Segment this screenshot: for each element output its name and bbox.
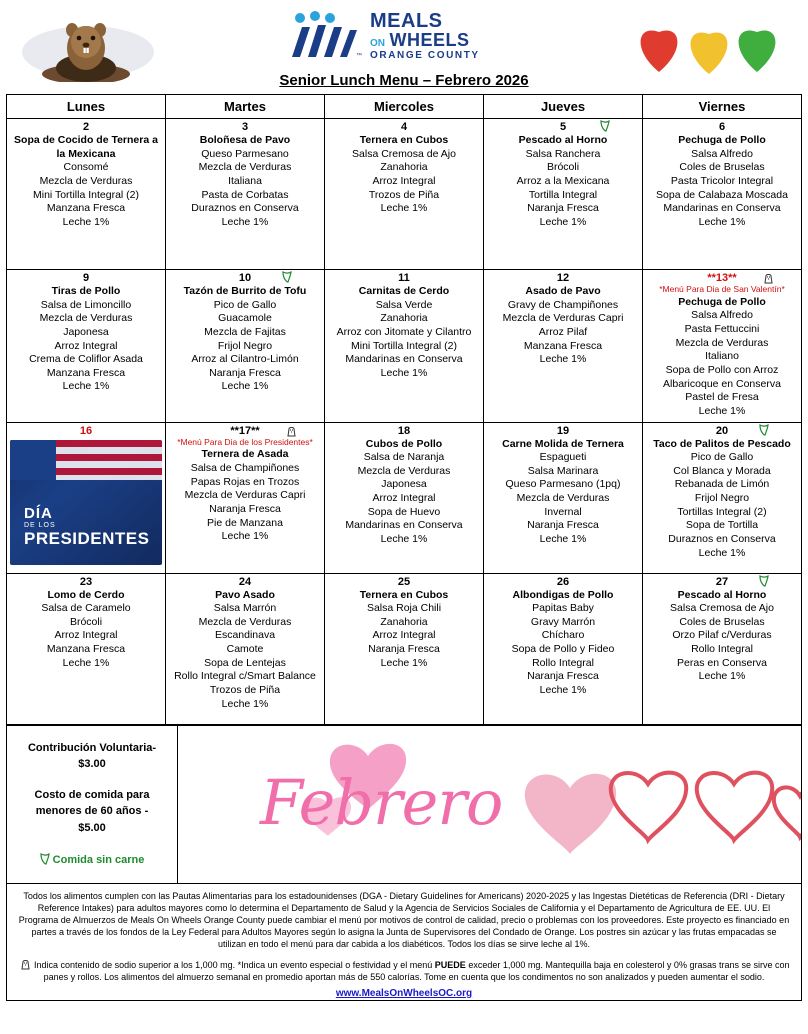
contribution-value: $3.00 bbox=[78, 758, 106, 771]
meal-item: Japonesa bbox=[63, 325, 109, 338]
disclaimer2-pre: Indica contenido de sodio superior a los 1,000 mg. *Indica un evento especial o festividad y el menú bbox=[34, 960, 435, 971]
logo-line-meals: MEALS bbox=[370, 10, 443, 33]
day-number: 24 bbox=[238, 575, 252, 588]
week-row bbox=[7, 573, 802, 724]
meal-item: Leche 1% bbox=[698, 546, 746, 559]
logo-line-on: ON WHEELS bbox=[370, 30, 470, 51]
meal-item: Sopa de Pollo y Fideo bbox=[511, 643, 615, 656]
day-cell-16[interactable] bbox=[7, 422, 166, 573]
meal-entree: Pescado al Horno bbox=[518, 134, 608, 146]
meal-item: Coles de Bruselas bbox=[679, 161, 765, 174]
meal-entree: Ternera en Cubos bbox=[359, 588, 449, 601]
meal-list bbox=[166, 448, 324, 546]
weekday-miercoles: Miercoles bbox=[325, 95, 484, 119]
salt-shaker-icon bbox=[285, 425, 298, 437]
day-cell-19[interactable] bbox=[484, 422, 643, 573]
veg-marker bbox=[282, 271, 292, 284]
meal-item: Col Blanca y Morada bbox=[673, 464, 771, 477]
day-number: 12 bbox=[556, 272, 570, 284]
meal-item: Salsa Cremosa de Ajo bbox=[352, 147, 456, 160]
meal-list bbox=[643, 589, 801, 687]
meal-item: Salsa Ranchera bbox=[525, 147, 601, 160]
meal-item: Mandarinas en Conserva bbox=[345, 519, 463, 532]
meal-entree: Pavo Asado bbox=[215, 588, 275, 601]
day-cell-13[interactable] bbox=[643, 270, 802, 423]
cost-label: Costo de comida para menores de 60 años - bbox=[34, 788, 150, 818]
weekday-viernes: Viernes bbox=[643, 95, 802, 119]
meal-item: Gravy Marrón bbox=[530, 615, 596, 628]
meal-item: Orzo Pilaf c/Verduras bbox=[672, 629, 772, 642]
meal-item: Salsa Cremosa de Ajo bbox=[670, 602, 774, 615]
meal-item: Leche 1% bbox=[539, 215, 587, 228]
svg-text:™: ™ bbox=[356, 53, 362, 59]
meal-item: Arroz Integral bbox=[54, 629, 118, 642]
meal-list bbox=[484, 589, 642, 701]
meal-item: Leche 1% bbox=[698, 215, 746, 228]
meal-item: Salsa Marinara bbox=[527, 464, 599, 477]
meal-item: Peras en Conserva bbox=[677, 656, 767, 669]
meal-item: Brócoli bbox=[69, 615, 103, 628]
meal-entree: Albondigas de Pollo bbox=[512, 588, 614, 601]
day-cell-5[interactable] bbox=[484, 119, 643, 270]
hearts-decoration bbox=[634, 14, 784, 76]
meal-item: Queso Parmesano bbox=[201, 147, 289, 160]
meal-item: Mezcla de Verduras bbox=[516, 492, 610, 505]
meal-item: Pico de Gallo bbox=[213, 298, 277, 311]
week-row bbox=[7, 422, 802, 573]
meal-item: Invernal bbox=[544, 505, 582, 518]
meal-entree: Tiras de Pollo bbox=[51, 285, 121, 297]
menu-calendar bbox=[6, 94, 802, 725]
salt-shaker-icon bbox=[762, 272, 775, 284]
day-cell-10[interactable] bbox=[166, 270, 325, 423]
contribution-label: Contribución Voluntaria- bbox=[27, 741, 157, 754]
febrero-banner-cell bbox=[178, 725, 802, 883]
meal-item: Mezcla de Fajitas bbox=[204, 325, 286, 338]
meal-item: Naranja Fresca bbox=[527, 519, 599, 532]
day-number: 18 bbox=[397, 424, 411, 437]
leaf-icon bbox=[759, 424, 769, 436]
day-cell-6[interactable] bbox=[643, 119, 802, 270]
meal-list bbox=[325, 285, 483, 383]
leaf-icon bbox=[40, 853, 50, 865]
meal-entree: Pechuga de Pollo bbox=[678, 295, 766, 308]
meal-item: Manzana Fresca bbox=[46, 202, 126, 215]
disclaimer-cell bbox=[7, 883, 802, 1000]
meal-item: Leche 1% bbox=[698, 404, 746, 417]
meal-item: Salsa Alfredo bbox=[691, 147, 753, 160]
meal-item: Papas Rojas en Trozos bbox=[190, 475, 300, 488]
day-number: 3 bbox=[241, 121, 249, 133]
month-word: Febrero bbox=[260, 765, 503, 839]
weekday-martes: Martes bbox=[166, 95, 325, 119]
meal-item: Manzana Fresca bbox=[523, 339, 603, 352]
meal-item: Salsa Roja Chili bbox=[366, 602, 442, 615]
meal-list bbox=[325, 589, 483, 674]
meal-item: Naranja Fresca bbox=[368, 643, 440, 656]
meal-item: Mandarinas en Conserva bbox=[663, 202, 781, 215]
day-number: 27 bbox=[643, 574, 801, 589]
day-number: 16 bbox=[79, 424, 93, 437]
meal-item: Naranja Fresca bbox=[527, 670, 599, 683]
meal-entree: Asado de Pavo bbox=[525, 285, 601, 297]
meal-item: Gravy de Champiñones bbox=[507, 298, 619, 311]
logo-mark-icon bbox=[288, 11, 362, 61]
meal-list bbox=[325, 134, 483, 219]
meal-item: Papitas Baby bbox=[532, 602, 594, 615]
meal-item: Pasta Tricolor Integral bbox=[670, 174, 774, 187]
meal-item: Albaricoque en Conserva bbox=[663, 377, 781, 390]
meal-item: Naranja Fresca bbox=[209, 366, 281, 379]
day-cell-20[interactable] bbox=[643, 422, 802, 573]
leaf-icon bbox=[600, 120, 610, 132]
meal-entree: Carnitas de Cerdo bbox=[358, 285, 450, 297]
meal-item: Mezcla de Verduras bbox=[198, 615, 292, 628]
meal-item: Salsa de Champiñones bbox=[190, 461, 300, 474]
meal-item: Rollo Integral bbox=[532, 656, 594, 669]
meal-list bbox=[484, 285, 642, 370]
meal-item: Arroz Integral bbox=[372, 629, 436, 642]
meal-item: Leche 1% bbox=[539, 533, 587, 546]
meal-item: Chícharo bbox=[541, 629, 585, 642]
day-number: 2 bbox=[82, 121, 90, 133]
veg-legend bbox=[13, 852, 171, 869]
meal-item: Mezcla de Verduras bbox=[675, 336, 769, 349]
meal-item: Salsa Verde bbox=[375, 298, 433, 311]
meal-entree: Ternera en Cubos bbox=[359, 134, 449, 146]
meal-item: Leche 1% bbox=[221, 697, 269, 710]
meal-item: Pasta de Corbatas bbox=[201, 188, 289, 201]
meal-item: Leche 1% bbox=[380, 202, 428, 215]
day-number: 19 bbox=[556, 424, 570, 437]
logo-wordmark bbox=[370, 11, 480, 61]
meal-list bbox=[325, 438, 483, 550]
meal-item: Zanahoria bbox=[380, 161, 428, 174]
day-cell-4[interactable] bbox=[325, 119, 484, 270]
meal-list bbox=[643, 134, 801, 232]
meal-list bbox=[166, 589, 324, 715]
meal-item: Sopa de Pollo con Arroz bbox=[665, 363, 779, 376]
meal-item: Escandinava bbox=[214, 629, 276, 642]
meal-entree: Pechuga de Pollo bbox=[678, 134, 766, 146]
meal-list bbox=[7, 285, 165, 397]
meal-item: Mezcla de Verduras bbox=[39, 174, 133, 187]
meal-item: Mini Tortilla Integral (2) bbox=[350, 339, 457, 352]
logo-line-county: ORANGE COUNTY bbox=[370, 49, 480, 61]
meal-list bbox=[643, 438, 801, 564]
meal-list bbox=[166, 134, 324, 232]
meal-item: Mezcla de Verduras bbox=[357, 464, 451, 477]
meal-entree: Boloñesa de Pavo bbox=[199, 134, 291, 146]
meal-item: Duraznos en Conserva bbox=[668, 533, 776, 546]
meal-item: Pie de Manzana bbox=[207, 516, 283, 529]
day-cell-23[interactable] bbox=[7, 573, 166, 724]
weekday-jueves: Jueves bbox=[484, 95, 643, 119]
day-number: 6 bbox=[718, 121, 726, 133]
meal-item: Zanahoria bbox=[380, 615, 428, 628]
meal-item: Leche 1% bbox=[698, 670, 746, 683]
meal-item: Trozos de Piña bbox=[368, 188, 440, 201]
meal-list bbox=[7, 134, 165, 232]
page-header bbox=[6, 4, 802, 90]
veg-marker bbox=[600, 120, 610, 133]
meal-item: Crema de Coliflor Asada bbox=[29, 353, 143, 366]
meal-item: Coles de Bruselas bbox=[679, 615, 765, 628]
meal-list bbox=[7, 589, 165, 674]
contribution-cell bbox=[7, 725, 178, 883]
sodium-marker bbox=[285, 425, 298, 438]
meal-item: Leche 1% bbox=[221, 380, 269, 393]
meal-item: Sopa de Lentejas bbox=[204, 656, 286, 669]
day-cell-27[interactable] bbox=[643, 573, 802, 724]
meal-item: Arroz con Jitomate y Cilantro bbox=[336, 325, 472, 338]
meal-item: Arroz a la Mexicana bbox=[516, 174, 610, 187]
day-cell-18[interactable] bbox=[325, 422, 484, 573]
day-number: 10 bbox=[166, 270, 324, 285]
leaf-icon bbox=[759, 575, 769, 587]
meal-item: Frijol Negro bbox=[217, 339, 273, 352]
meal-item: Leche 1% bbox=[380, 656, 428, 669]
meal-item: Italiano bbox=[705, 350, 739, 363]
day-number: 4 bbox=[400, 121, 408, 133]
meal-item: Leche 1% bbox=[221, 215, 269, 228]
day-cell-3[interactable] bbox=[166, 119, 325, 270]
meal-item: Manzana Fresca bbox=[46, 643, 126, 656]
sodium-marker bbox=[762, 272, 775, 285]
meal-item: Sopa de Calabaza Moscada bbox=[656, 188, 788, 201]
day-number: **13** bbox=[643, 270, 801, 285]
meal-entree: Cubos de Pollo bbox=[365, 437, 443, 450]
meal-item: Leche 1% bbox=[380, 533, 428, 546]
day-cell-26[interactable] bbox=[484, 573, 643, 724]
meal-item: Duraznos en Conserva bbox=[191, 202, 299, 215]
meal-item: Japonesa bbox=[381, 478, 427, 491]
cost-value: $5.00 bbox=[78, 821, 106, 834]
meal-item: Leche 1% bbox=[62, 215, 110, 228]
meal-item: Italiana bbox=[228, 174, 262, 187]
meal-item: Arroz Integral bbox=[372, 174, 436, 187]
leaf-icon bbox=[282, 271, 292, 283]
meal-item: Pastel de Fresa bbox=[685, 391, 759, 404]
disclaimer2-post: exceder 1,000 mg. Mantequilla baja en colesterol y 0% grasas trans se sirve con panes y rollos. Los alimentos del almuerzo semanal en promedio aportan más de 550 calorías. Tome en cuenta que los condimentos no son analizados y pueden aumentar el sodio. bbox=[43, 960, 790, 983]
meal-item: Leche 1% bbox=[539, 353, 587, 366]
meal-item: Espagueti bbox=[539, 451, 587, 464]
meal-item: Mandarinas en Conserva bbox=[345, 353, 463, 366]
meal-item: Trozos de Piña bbox=[209, 684, 281, 697]
meal-item: Arroz al Cilantro-Limón bbox=[191, 353, 299, 366]
meal-item: Leche 1% bbox=[380, 366, 428, 379]
meal-item: Pasta Fettuccini bbox=[684, 323, 760, 336]
meal-item: Tortillas Integral (2) bbox=[677, 505, 767, 518]
meal-entree: Pescado al Horno bbox=[677, 588, 767, 601]
presidents-day-graphic: DÍA DE LOS PRESIDENTES bbox=[10, 440, 162, 565]
day-cell-11[interactable] bbox=[325, 270, 484, 423]
day-number: 9 bbox=[82, 272, 90, 284]
meal-entree: Sopa de Cocido de Ternera a la Mexicana bbox=[14, 134, 158, 160]
meal-item: Rollo Integral c/Smart Balance bbox=[174, 670, 316, 683]
day-cell-2[interactable] bbox=[7, 119, 166, 270]
disclaimer2-bold: PUEDE bbox=[434, 960, 466, 971]
logo-line-wheels: WHEELS bbox=[389, 30, 470, 51]
meal-item: Salsa de Limoncillo bbox=[40, 298, 132, 311]
meal-item: Arroz Pilaf bbox=[538, 325, 588, 338]
meal-item: Salsa Marrón bbox=[213, 602, 277, 615]
meal-item: Arroz Integral bbox=[372, 492, 436, 505]
meal-entree: Lomo de Cerdo bbox=[47, 588, 125, 601]
day-cell-17[interactable] bbox=[166, 422, 325, 573]
meal-item: Brócoli bbox=[546, 161, 580, 174]
meal-item: Mezcla de Verduras bbox=[39, 312, 133, 325]
meal-item: Naranja Fresca bbox=[209, 502, 281, 515]
meal-item: Tortilla Integral bbox=[528, 188, 598, 201]
meal-item: Naranja Fresca bbox=[527, 202, 599, 215]
meal-item: Frijol Negro bbox=[694, 492, 750, 505]
meal-entree: Ternera de Asada bbox=[201, 448, 289, 461]
meal-list bbox=[484, 134, 642, 232]
week-row bbox=[7, 119, 802, 270]
meal-entree: Carne Molida de Ternera bbox=[502, 437, 624, 450]
day-number: 23 bbox=[79, 575, 93, 588]
meal-item: Leche 1% bbox=[62, 656, 110, 669]
website-link[interactable]: www.MealsOnWheelsOC.org bbox=[335, 987, 473, 999]
meal-item: Mezcla de Verduras Capri bbox=[184, 489, 306, 502]
meal-list bbox=[166, 285, 324, 397]
day-number: 20 bbox=[643, 423, 801, 438]
footer-blocks bbox=[6, 725, 802, 1001]
meal-entree: Tazón de Burrito de Tofu bbox=[183, 285, 307, 297]
meals-on-wheels-logo bbox=[288, 8, 538, 64]
meal-item: Sopa de Tortilla bbox=[685, 519, 759, 532]
week-row bbox=[7, 270, 802, 423]
meal-item: Salsa de Caramelo bbox=[41, 602, 131, 615]
day-note: *Menú Para Dia de los Presidentes* bbox=[177, 436, 313, 447]
day-number: 25 bbox=[397, 575, 411, 588]
day-number: 26 bbox=[556, 575, 570, 588]
meal-item: Queso Parmesano (1pq) bbox=[505, 478, 621, 491]
meal-item: Leche 1% bbox=[62, 380, 110, 393]
weekday-lunes: Lunes bbox=[7, 95, 166, 119]
meal-item: Salsa de Naranja bbox=[363, 451, 445, 464]
disclaimer-text-2 bbox=[8, 953, 800, 986]
day-cell-12[interactable] bbox=[484, 270, 643, 423]
meal-item: Manzana Fresca bbox=[46, 366, 126, 379]
veg-marker bbox=[759, 575, 769, 588]
meal-item: Salsa Alfredo bbox=[691, 309, 753, 322]
meal-item: Mezcla de Verduras bbox=[198, 161, 292, 174]
meal-item: Sopa de Huevo bbox=[367, 505, 441, 518]
day-cell-9[interactable] bbox=[7, 270, 166, 423]
meal-list bbox=[643, 296, 801, 422]
meal-item: Camote bbox=[226, 643, 264, 656]
day-cell-25[interactable] bbox=[325, 573, 484, 724]
meal-item: Pico de Gallo bbox=[690, 451, 754, 464]
meal-item: Leche 1% bbox=[539, 684, 587, 697]
meal-item: Zanahoria bbox=[380, 312, 428, 325]
meal-item: Arroz Integral bbox=[54, 339, 118, 352]
meal-item: Guacamole bbox=[218, 312, 272, 325]
day-number: 11 bbox=[398, 272, 410, 284]
meal-entree: Taco de Palitos de Pescado bbox=[653, 437, 791, 450]
meal-item: Rebanada de Limón bbox=[674, 478, 770, 491]
day-number: 5 bbox=[484, 119, 642, 134]
meal-item: Mezcla de Verduras Capri bbox=[502, 312, 624, 325]
day-number: **17** bbox=[166, 423, 324, 438]
veg-marker bbox=[759, 424, 769, 437]
day-cell-24[interactable] bbox=[166, 573, 325, 724]
page-title: Senior Lunch Menu – Febrero 2026 bbox=[279, 72, 529, 89]
weekday-header-row bbox=[7, 95, 802, 119]
meal-item: Leche 1% bbox=[221, 530, 269, 543]
disclaimer-text-1: Todos los alimentos cumplen con las Pautas Alimentarias para los estadounidenses (DGA - Dietary Guidelines for Americans) 2020-2025 y las Ingestas Dietéticas de Referencia (DRI - Dietary Reference Intakes) para adultos mayores como lo determina el Departamento de Salud y la Agencia de Servicios Sociales de California y el Departamento de Agricultura de EE. UU. El Programa de Almuerzos de Meals On Wheels Orange County puede cambiar el menú por motivos de control de calidad, precio o problemas con los proveedores. Este proyecto es financiado en partes a través de los fondos de la Ley Federal para Adultos Mayores según lo asigna la Junta de Supervisores del Condado de Orange. Los postres sin azúcar y las frutas empacadas se utilizan en todo el menú para dar cabida a los diabéticos. Todos los días se sirve leche al 1%. bbox=[18, 890, 790, 950]
veg-legend-label: Comida sin carne bbox=[52, 854, 145, 867]
meal-item: Rollo Integral bbox=[691, 643, 753, 656]
meal-item: Consomé bbox=[63, 161, 109, 174]
meal-list bbox=[484, 438, 642, 550]
meal-item: Mini Tortilla Integral (2) bbox=[32, 188, 139, 201]
day-note: *Menú Para Dia de San Valentín* bbox=[659, 284, 785, 294]
salt-shaker-icon bbox=[19, 958, 32, 970]
